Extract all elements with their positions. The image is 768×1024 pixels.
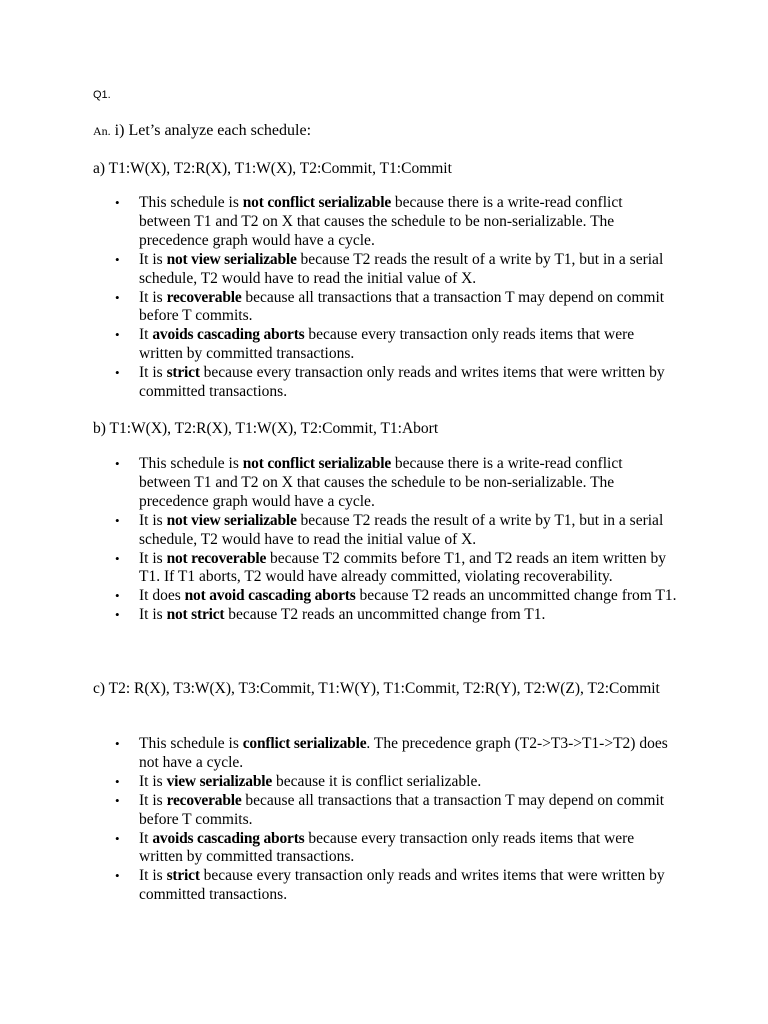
answer-intro <box>93 122 311 140</box>
schedule-a-title: a) T1:W(X), T2:R(X), T1:W(X), T2:Commit, T1:Commit <box>93 160 452 177</box>
list-item: • It is view serializable because it is conflict serializable. <box>0 773 677 792</box>
list-item: • It avoids cascading aborts because every transaction only reads items that were written by committed transactions. <box>0 326 677 364</box>
list-item: • It is not view serializable because T2 reads the result of a write by T1, but in a serial schedule, T2 would have to read the initial value of X. <box>0 512 677 550</box>
answer-label: An. <box>93 124 111 138</box>
list-item: • It is recoverable because all transactions that a transaction T may depend on commit before T commits. <box>0 289 677 327</box>
schedule-c-title: c) T2: R(X), T3:W(X), T3:Commit, T1:W(Y), T1:Commit, T2:R(Y), T2:W(Z), T2:Commit <box>93 680 660 697</box>
list-item: • It is not view serializable because T2 reads the result of a write by T1, but in a serial schedule, T2 would have to read the initial value of X. <box>0 251 677 289</box>
schedule-b-list <box>0 455 768 625</box>
list-item: • This schedule is not conflict serializable because there is a write-read conflict between T1 and T2 on X that causes the schedule to be non-serializable. The precedence graph would have a cycle. <box>0 455 677 512</box>
list-item: • This schedule is conflict serializable. The precedence graph (T2->T3->T1->T2) does not have a cycle. <box>0 735 677 773</box>
list-item: • It does not avoid cascading aborts because T2 reads an uncommitted change from T1. <box>0 587 677 606</box>
schedule-c-list <box>0 735 768 905</box>
list-item: • It is not recoverable because T2 commits before T1, and T2 reads an item written by T1. If T1 aborts, T2 would have already committed, violating recoverability. <box>0 550 677 588</box>
list-item: • This schedule is not conflict serializable because there is a write-read conflict between T1 and T2 on X that causes the schedule to be non-serializable. The precedence graph would have a cycle. <box>0 194 677 251</box>
list-item: • It avoids cascading aborts because every transaction only reads items that were written by committed transactions. <box>0 830 677 868</box>
list-item: • It is recoverable because all transactions that a transaction T may depend on commit before T commits. <box>0 792 677 830</box>
list-item: • It is strict because every transaction only reads and writes items that were written by committed transactions. <box>0 867 677 905</box>
intro-text: i) Let’s analyze each schedule: <box>114 122 312 139</box>
question-number: Q1. <box>93 89 111 101</box>
list-item: • It is not strict because T2 reads an uncommitted change from T1. <box>0 606 677 625</box>
list-item: • It is strict because every transaction only reads and writes items that were written by committed transactions. <box>0 364 677 402</box>
schedule-b-title: b) T1:W(X), T2:R(X), T1:W(X), T2:Commit, T1:Abort <box>93 420 439 437</box>
schedule-a-list <box>0 194 768 402</box>
